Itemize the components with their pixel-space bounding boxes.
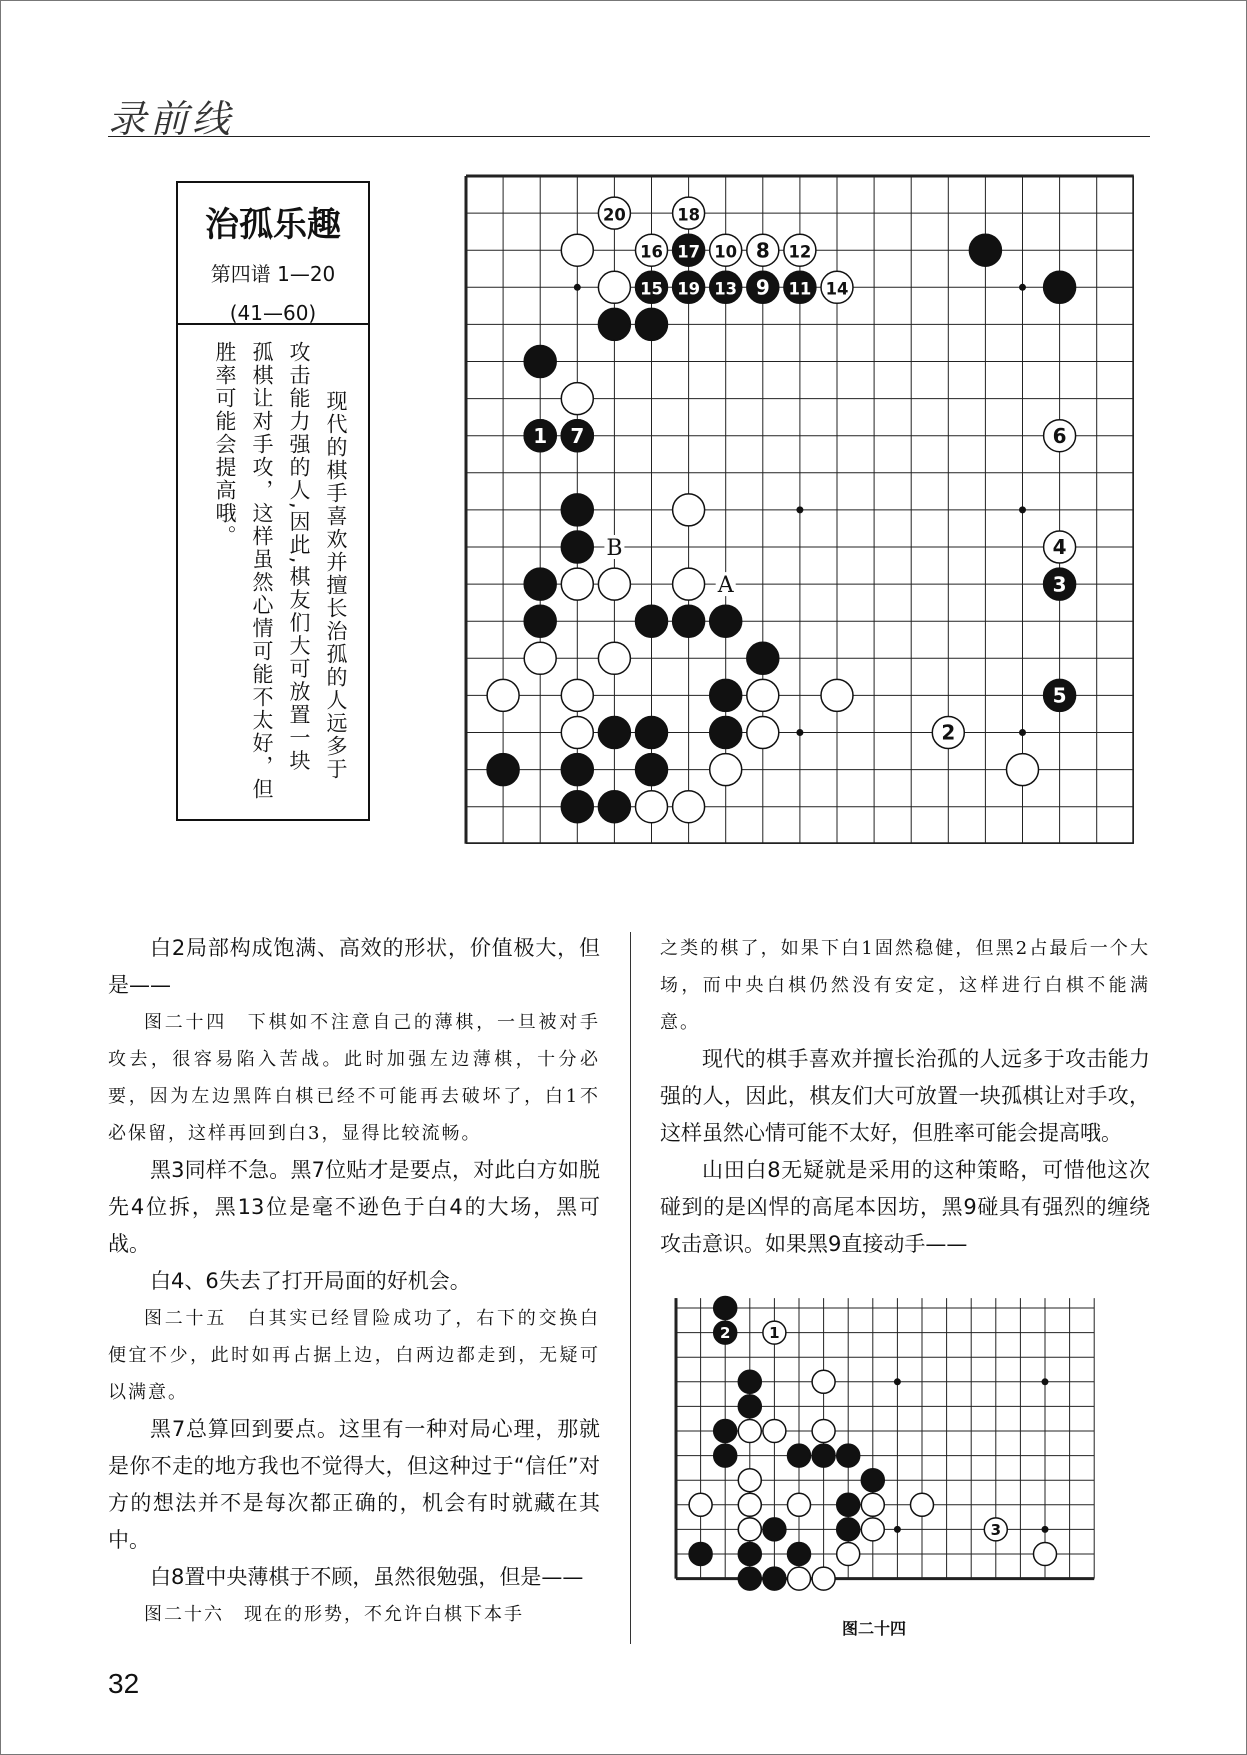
black-stone xyxy=(636,754,668,786)
white-stone xyxy=(747,679,779,711)
stone-number: 19 xyxy=(677,279,701,299)
white-stone xyxy=(911,1493,934,1516)
black-stone xyxy=(524,346,556,378)
black-stone xyxy=(763,1518,786,1541)
stone-number: 16 xyxy=(640,242,663,262)
page-number: 32 xyxy=(108,1668,140,1699)
star-point xyxy=(1042,1378,1049,1385)
white-stone xyxy=(689,1493,712,1516)
black-stone xyxy=(598,717,630,749)
black-stone xyxy=(969,234,1001,266)
white-stone xyxy=(738,1518,761,1541)
position-letter: B xyxy=(606,536,623,561)
black-stone xyxy=(636,308,668,340)
stone-number: 17 xyxy=(677,242,701,262)
stone-number: 13 xyxy=(714,279,738,299)
black-stone xyxy=(487,754,519,786)
sidebar-box xyxy=(176,181,370,821)
star-point xyxy=(796,506,803,513)
sidebar-text-col: 孤棋让对手攻，这样虽然心情可能不太好，但 xyxy=(250,341,274,801)
white-stone xyxy=(561,679,593,711)
stone-number: 3 xyxy=(1052,572,1067,597)
stone-number: 5 xyxy=(1052,683,1067,708)
sidebar-text-col: 现代的棋手喜欢并擅长治孤的人远多于 xyxy=(324,390,348,781)
sidebar-subtitle: 第四谱 1—20 xyxy=(210,262,336,286)
black-stone xyxy=(738,1395,761,1418)
black-stone xyxy=(561,531,593,563)
white-stone xyxy=(738,1420,761,1443)
white-stone xyxy=(747,717,779,749)
caption-paragraph: 图二十五 白其实已经冒险成功了，右下的交换白便宜不少，此时如再占据上边，白两边都走到，无疑可以满意。 xyxy=(108,1308,600,1403)
white-stone xyxy=(788,1567,811,1590)
paragraph: 现代的棋手喜欢并擅长治孤的人远多于攻击能力强的人，因此，棋友们大可放置一块孤棋让对手攻，这样虽然心情可能不太好，但胜率可能会提高哦。 xyxy=(660,1047,1150,1145)
white-stone xyxy=(561,568,593,600)
black-stone xyxy=(837,1444,860,1467)
stone-number: 1 xyxy=(533,423,548,448)
black-stone xyxy=(738,1370,761,1393)
sidebar-range: (41—60) xyxy=(229,301,317,325)
black-stone xyxy=(561,754,593,786)
white-stone xyxy=(1007,754,1039,786)
white-stone xyxy=(636,791,668,823)
stone-number: 11 xyxy=(788,279,812,299)
white-stone xyxy=(487,679,519,711)
board-grid xyxy=(676,1298,1094,1578)
stone-number: 18 xyxy=(677,205,701,225)
stone-number: 14 xyxy=(825,279,849,299)
black-stone xyxy=(524,605,556,637)
paragraph: 白2局部构成饱满、高效的形状，价值极大，但是—— xyxy=(108,936,600,997)
paragraph: 白8置中央薄棋于不顾，虽然很勉强，但是—— xyxy=(150,1565,584,1589)
stone-number: 15 xyxy=(640,279,663,299)
header-rule xyxy=(108,136,1150,137)
left-column xyxy=(108,930,600,1633)
star-point xyxy=(1042,1526,1049,1533)
caption-paragraph: 图二十六 现在的形势，不允许白棋下本手 xyxy=(144,1604,524,1625)
white-stone xyxy=(861,1493,884,1516)
stone-number: 8 xyxy=(755,238,770,263)
black-stone xyxy=(710,717,742,749)
star-point xyxy=(894,1378,901,1385)
star-point xyxy=(796,729,803,736)
black-stone xyxy=(714,1297,737,1320)
white-stone xyxy=(710,754,742,786)
stone-number: 3 xyxy=(990,1520,1002,1539)
paragraph: 山田白8无疑就是采用的这种策略，可惜他这次碰到的是凶悍的高尾本因坊，黑9碰具有强烈的缠绕攻击意识。如果黑9直接动手—— xyxy=(660,1158,1150,1256)
small-go-board xyxy=(672,1294,1118,1606)
black-stone xyxy=(598,308,630,340)
sidebar-title: 治孤乐趣 xyxy=(205,205,341,245)
white-stone xyxy=(561,383,593,415)
sidebar-heading xyxy=(178,183,368,325)
white-stone xyxy=(821,679,853,711)
black-stone xyxy=(763,1567,786,1590)
caption-paragraph: 图二十四 下棋如不注意自己的薄棋，一旦被对手攻去，很容易陷入苦战。此时加强左边薄棋，十分必要，因为左边黑阵白棋已经不可能再去破坏了，白1不必保留，这样再回到白3，显得比较流畅。 xyxy=(108,1012,600,1144)
sidebar-text-col: 胜率可能会提高哦。 xyxy=(213,341,237,548)
white-stone xyxy=(561,234,593,266)
stone-number: 10 xyxy=(714,242,738,262)
white-stone xyxy=(1034,1543,1057,1566)
white-stone xyxy=(861,1518,884,1541)
black-stone xyxy=(1044,271,1076,303)
black-stone xyxy=(738,1567,761,1590)
white-stone xyxy=(673,568,705,600)
black-stone xyxy=(561,791,593,823)
black-stone xyxy=(710,679,742,711)
white-stone xyxy=(788,1493,811,1516)
black-stone xyxy=(861,1469,884,1492)
stone-number: 20 xyxy=(602,205,626,225)
star-point xyxy=(1019,284,1026,291)
black-stone xyxy=(837,1518,860,1541)
stone-number: 6 xyxy=(1052,423,1067,448)
black-stone xyxy=(738,1543,761,1566)
white-stone xyxy=(673,791,705,823)
black-stone xyxy=(747,642,779,674)
stone-number: 12 xyxy=(788,242,812,262)
stone-number: 2 xyxy=(719,1324,731,1342)
star-point xyxy=(574,284,581,291)
black-stone xyxy=(714,1444,737,1467)
paragraph: 黑3同样不急。黑7位贴才是要点，对此白方如脱先4位拆，黑13位是毫不逊色于白4的大场，黑可战。 xyxy=(108,1158,600,1256)
black-stone xyxy=(714,1420,737,1443)
black-stone xyxy=(710,605,742,637)
star-point xyxy=(1019,506,1026,513)
black-stone xyxy=(788,1543,811,1566)
stone-number: 4 xyxy=(1052,535,1067,560)
paragraph: 黑7总算回到要点。这里有一种对局心理，那就是你不走的地方我也不觉得大，但这种过于“信任”对方的想法并不是每次都正确的，机会有时就藏在其中。 xyxy=(108,1417,600,1552)
black-stone xyxy=(837,1493,860,1516)
white-stone xyxy=(524,642,556,674)
right-column xyxy=(660,930,1150,1263)
black-stone xyxy=(524,568,556,600)
black-stone xyxy=(673,605,705,637)
white-stone xyxy=(561,717,593,749)
black-stone xyxy=(636,717,668,749)
white-stone xyxy=(763,1420,786,1443)
stone-number: 2 xyxy=(941,720,956,745)
white-stone xyxy=(812,1370,835,1393)
black-stone xyxy=(636,605,668,637)
stone-number: 9 xyxy=(755,275,770,300)
sidebar-vertical-text xyxy=(206,335,354,813)
black-stone xyxy=(788,1444,811,1467)
black-stone xyxy=(561,494,593,526)
white-stone xyxy=(738,1469,761,1492)
sidebar-text-col: 攻击能力强的人,因此,棋友们大可放置一块 xyxy=(287,341,311,773)
white-stone xyxy=(812,1420,835,1443)
main-go-board xyxy=(462,172,1134,844)
caption-paragraph: 之类的棋了，如果下白1固然稳健，但黑2占最后一个大场，而中央白棋仍然没有安定，这样进行白棋不能满意。 xyxy=(660,938,1150,1033)
header-title: 录前线 xyxy=(108,97,235,141)
white-stone xyxy=(598,642,630,674)
white-stone xyxy=(598,568,630,600)
white-stone xyxy=(812,1567,835,1590)
position-letter: A xyxy=(717,573,734,599)
column-divider xyxy=(630,932,631,1644)
black-stone xyxy=(689,1543,712,1566)
black-stone xyxy=(598,791,630,823)
white-stone xyxy=(738,1493,761,1516)
white-stone xyxy=(598,271,630,303)
white-stone xyxy=(673,494,705,526)
paragraph: 白4、6失去了打开局面的好机会。 xyxy=(150,1269,471,1293)
black-stone xyxy=(812,1444,835,1467)
figure-caption: 图二十四 xyxy=(842,1619,907,1638)
stone-number: 7 xyxy=(570,423,585,448)
white-stone xyxy=(837,1543,860,1566)
stone-number: 1 xyxy=(769,1324,780,1342)
star-point xyxy=(1019,729,1026,736)
star-point xyxy=(894,1526,901,1533)
